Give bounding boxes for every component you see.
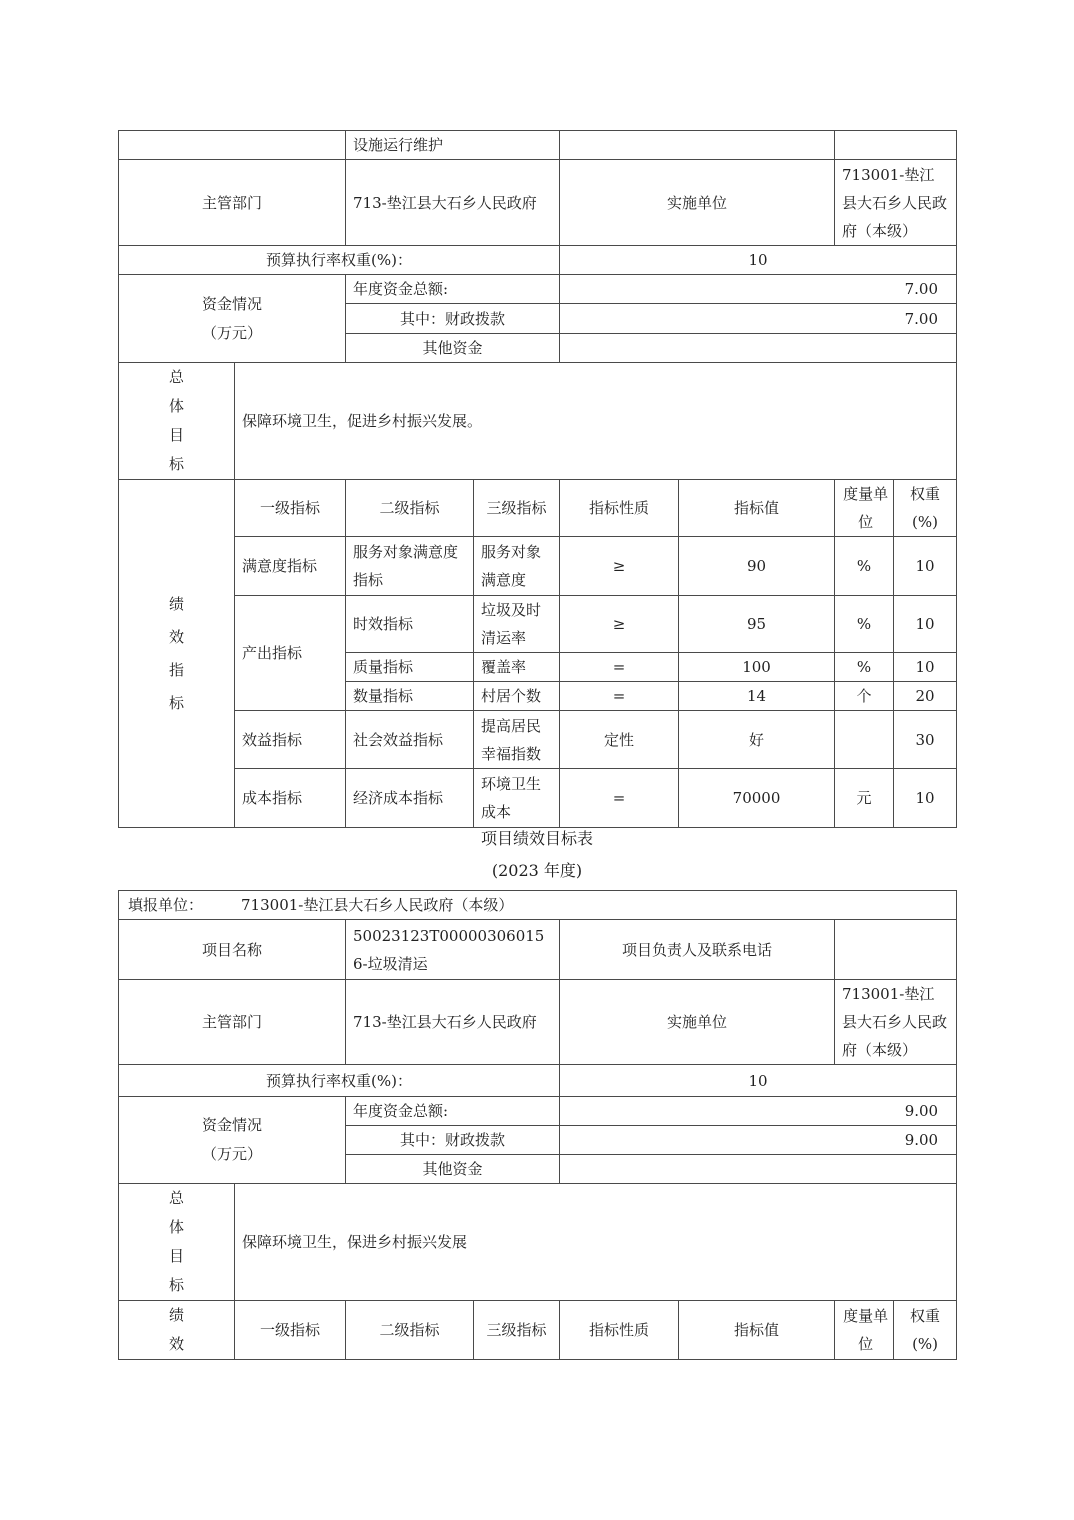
fund-label-line2: （万元）: [201, 1145, 262, 1163]
indicator-row: [119, 537, 957, 596]
fund-label-line1: 资金情况: [201, 294, 262, 313]
level3-cell: 服务对象满意度: [474, 537, 560, 596]
carryover-value-cell: 设施运行维护: [346, 131, 560, 160]
header-level1: 一级指标: [235, 1301, 346, 1360]
project-name-label-cell: 项目名称: [119, 920, 346, 980]
level1-cell: 效益指标: [235, 711, 346, 769]
level3-cell: 覆盖率: [474, 653, 560, 682]
fund-label-cell: [119, 275, 346, 363]
level2-cell: 时效指标: [346, 596, 474, 653]
fiscal-label-cell: 其中：财政拨款: [346, 304, 560, 334]
dept-value-cell: 713-垫江县大石乡人民政府: [346, 160, 560, 246]
value-cell: 14: [679, 682, 835, 711]
indicator-header-row: [119, 480, 957, 537]
header-weight: 权重(%): [894, 480, 957, 537]
weight-cell: 30: [894, 711, 957, 769]
budget-weight-label-cell: 预算执行率权重(%)：: [119, 246, 560, 275]
header-level2: 二级指标: [346, 1301, 474, 1360]
header-level2: 二级指标: [346, 480, 474, 537]
project-name-value-cell: 50023123T000003060156-垃圾清运: [346, 920, 560, 980]
overall-goal-value-cell: 保障环境卫生，促进乡村振兴发展。: [235, 363, 957, 480]
impl-value-cell: 713001-垫江县大石乡人民政府（本级）: [835, 980, 957, 1065]
header-unit: 度量单位: [835, 480, 894, 537]
value-cell: 70000: [679, 769, 835, 828]
level2-cell: 数量指标: [346, 682, 474, 711]
header-nature: 指标性质: [560, 480, 679, 537]
other-fund-label-cell: 其他资金: [346, 334, 560, 363]
indicator-header-row: [119, 1301, 957, 1360]
level1-cell: 满意度指标: [235, 537, 346, 596]
perf-indicator-label-cell: [119, 1301, 235, 1360]
nature-cell: ≥: [560, 537, 679, 596]
weight-cell: 10: [894, 596, 957, 653]
perf-indicator-label-cell: [119, 480, 235, 828]
annual-total-label-cell: 年度资金总额:: [346, 275, 560, 304]
level2-cell: 社会效益指标: [346, 711, 474, 769]
indicator-row: [119, 596, 957, 653]
document-year: (2023 年度): [491, 861, 583, 880]
table-row: [119, 980, 957, 1065]
fund-label-cell: [119, 1097, 346, 1184]
dept-label-cell: 主管部门: [119, 980, 346, 1065]
perf-indicator-label-partial: 绩效: [168, 1306, 184, 1353]
unit-cell: 元: [835, 769, 894, 828]
level1-cell: 成本指标: [235, 769, 346, 828]
overall-goal-label-cell: [119, 363, 235, 480]
nature-cell: =: [560, 682, 679, 711]
unit-cell: %: [835, 653, 894, 682]
title-block: [118, 826, 956, 884]
level2-cell: 经济成本指标: [346, 769, 474, 828]
weight-cell: 20: [894, 682, 957, 711]
level3-cell: 提高居民幸福指数: [474, 711, 560, 769]
document-title: 项目绩效目标表: [480, 829, 593, 848]
level3-cell: 垃圾及时清运率: [474, 596, 560, 653]
header-value: 指标值: [679, 1301, 835, 1360]
report-unit-label: 填报单位：: [128, 896, 204, 914]
fiscal-value-cell: 9.00: [560, 1126, 957, 1155]
overall-goal-label: 总体目标: [168, 1189, 184, 1294]
table-row: [119, 246, 957, 275]
table-row: [119, 275, 957, 304]
manager-value-cell: [835, 920, 957, 980]
unit-cell: [835, 711, 894, 769]
indicator-row: [119, 769, 957, 828]
annual-total-label-cell: 年度资金总额:: [346, 1097, 560, 1126]
budget-weight-label-cell: 预算执行率权重(%)：: [119, 1065, 560, 1097]
nature-cell: =: [560, 653, 679, 682]
header-value: 指标值: [679, 480, 835, 537]
overall-goal-value-cell: 保障环境卫生，保进乡村振兴发展: [235, 1184, 957, 1301]
performance-table-2: [118, 890, 957, 1360]
table-row: [119, 160, 957, 246]
level1-cell: 产出指标: [235, 596, 346, 711]
header-level3: 三级指标: [474, 1301, 560, 1360]
fiscal-value-cell: 7.00: [560, 304, 957, 334]
annual-total-value-cell: 9.00: [560, 1097, 957, 1126]
value-cell: 好: [679, 711, 835, 769]
impl-value-cell: 713001-垫江县大石乡人民政府（本级）: [835, 160, 957, 246]
impl-label-cell: 实施单位: [560, 980, 835, 1065]
annual-total-value-cell: 7.00: [560, 275, 957, 304]
other-fund-value-cell: [560, 1155, 957, 1184]
nature-cell: ≥: [560, 596, 679, 653]
unit-cell: %: [835, 596, 894, 653]
header-level3: 三级指标: [474, 480, 560, 537]
header-nature: 指标性质: [560, 1301, 679, 1360]
dept-label-cell: 主管部门: [119, 160, 346, 246]
value-cell: 100: [679, 653, 835, 682]
fund-label-line2: （万元）: [201, 323, 262, 342]
table-row: [119, 131, 957, 160]
perf-indicator-label: 绩效指标: [168, 594, 184, 712]
level3-cell: 环境卫生成本: [474, 769, 560, 828]
carryover-empty-cell: [560, 131, 835, 160]
indicator-row: [119, 711, 957, 769]
value-cell: 95: [679, 596, 835, 653]
carryover-empty-cell: [119, 131, 346, 160]
fund-label-line1: 资金情况: [201, 1116, 262, 1134]
table-row: [119, 363, 957, 480]
other-fund-value-cell: [560, 334, 957, 363]
table-row: [119, 1097, 957, 1126]
impl-label-cell: 实施单位: [560, 160, 835, 246]
report-unit-value: 713001-垫江县大石乡人民政府（本级）: [241, 896, 514, 914]
unit-cell: 个: [835, 682, 894, 711]
overall-goal-label-cell: [119, 1184, 235, 1301]
header-weight: 权重(%): [894, 1301, 957, 1360]
header-level1: 一级指标: [235, 480, 346, 537]
level2-cell: 质量指标: [346, 653, 474, 682]
level2-cell: 服务对象满意度指标: [346, 537, 474, 596]
fiscal-label-cell: 其中：财政拨款: [346, 1126, 560, 1155]
budget-weight-value-cell: 10: [560, 1065, 957, 1097]
table-row: [119, 1065, 957, 1097]
table-row: [119, 1184, 957, 1301]
unit-cell: %: [835, 537, 894, 596]
value-cell: 90: [679, 537, 835, 596]
manager-label-cell: 项目负责人及联系电话: [560, 920, 835, 980]
table-row: [119, 920, 957, 980]
dept-value-cell: 713-垫江县大石乡人民政府: [346, 980, 560, 1065]
level3-cell: 村居个数: [474, 682, 560, 711]
performance-table-1: [118, 130, 957, 828]
header-unit: 度量单位: [835, 1301, 894, 1360]
weight-cell: 10: [894, 653, 957, 682]
table-row: [119, 891, 957, 920]
weight-cell: 10: [894, 537, 957, 596]
report-unit-cell: [119, 891, 957, 920]
budget-weight-value-cell: 10: [560, 246, 957, 275]
overall-goal-label: 总体目标: [168, 368, 184, 473]
weight-cell: 10: [894, 769, 957, 828]
other-fund-label-cell: 其他资金: [346, 1155, 560, 1184]
nature-cell: =: [560, 769, 679, 828]
carryover-empty-cell: [835, 131, 957, 160]
nature-cell: 定性: [560, 711, 679, 769]
